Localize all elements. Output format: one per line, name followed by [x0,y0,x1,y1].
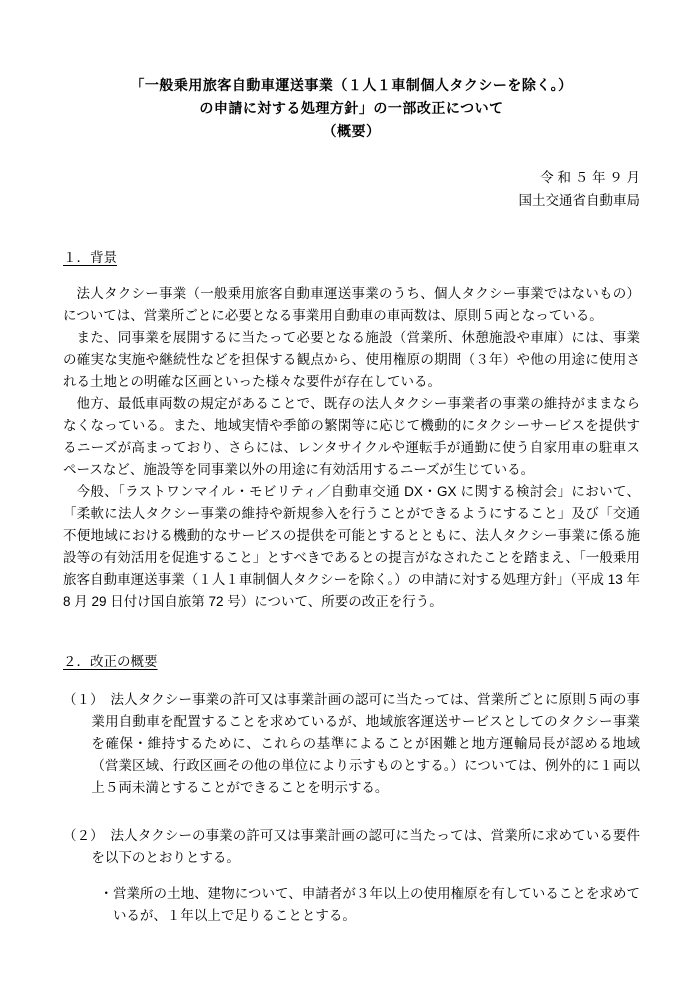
section-2 [63,651,640,673]
document-date: 令 和 ５ 年 ９ 月 [540,169,640,185]
section-2-item-1: （１） 法人タクシー事業の許可又は事業計画の認可に当たっては、営業所ごとに原則５両の事業用自動車を配置することを求めているが、地域旅客運送サービスとしてのタクシー事業を確保・維持するために、これらの基準によることが困難と地方運輸局長が認める地域（営業区域、行政区画その他の単位により示すものとする。）については、例外的に１両以上５両未満とすることができることを明示する。 [63,691,640,795]
title-line-1: 「一般乗用旅客自動車運送事業（１人１車制個人タクシーを除く。） [130,77,573,93]
document-meta [63,167,640,213]
section-1-paragraph-4: 今般、「ラストワンマイル・モビリティ／自動車交通 DX・GX に関する検討会」において、「柔軟に法人タクシー事業の維持や新規参入を行うことができるようにすること」及び「交通不便地域における機動的なサービスの提供を可能とするとともに、法人タクシー事業に係る施設等の有効活用を促進すること」とすべきであるとの提言がなされたことを踏まえ、「一般乗用旅客自動車運送事業（１人１車制個人タクシーを除く。）の申請に対する処理方針」（平成 13 年 8 月 29 日付け国自旅第 72 号）について、所要の改正を行う。 [63,483,640,609]
section-2-item-2-sub-bullet: ・営業所の土地、建物について、申請者が３年以上の使用権原を有していることを求めているが、１年以上で足りることとする。 [99,885,640,923]
section-2-item-2: （２） 法人タクシーの事業の許可又は事業計画の認可に当たっては、営業所に求めている要件を以下のとおりとする。 [63,827,640,865]
title-line-2: の申請に対する処理方針」の一部改正について [199,99,504,116]
section-1-paragraph-3: 他方、最低車両数の規定があることで、既存の法人タクシー事業者の事業の維持がままならなくなっている。また、地域実情や季節の繁閑等に応じて機動的にタクシーサービスを提供するニーズが高まっており、さらには、レンタサイクルや運転手が通勤に使う自家用車の駐車スペースなど、施設等を同事業以外の用途に有効活用するニーズが生じている。 [63,395,640,477]
section-1-paragraph-2: また、同事業を展開するに当たって必要となる施設（営業所、休憩施設や車庫）には、事業の確実な実施や継続性などを担保する観点から、使用権原の期間（３年）や他の用途に使用される土地との明確な区画といった様々な要件が存在している。 [63,329,640,389]
document-title [63,74,640,143]
section-1 [63,247,640,269]
section-1-paragraph-1: 法人タクシー事業（一般乗用旅客自動車運送事業のうち、個人タクシー事業ではないもの）については、営業所ごとに必要となる事業用自動車の車両数は、原則５両となっている。 [63,285,640,323]
section-1-heading: １．背景 [63,249,117,265]
document-author: 国土交通省自動車局 [518,192,640,208]
title-line-3: （概要） [322,122,381,139]
section-2-heading: ２．改正の概要 [63,653,158,669]
